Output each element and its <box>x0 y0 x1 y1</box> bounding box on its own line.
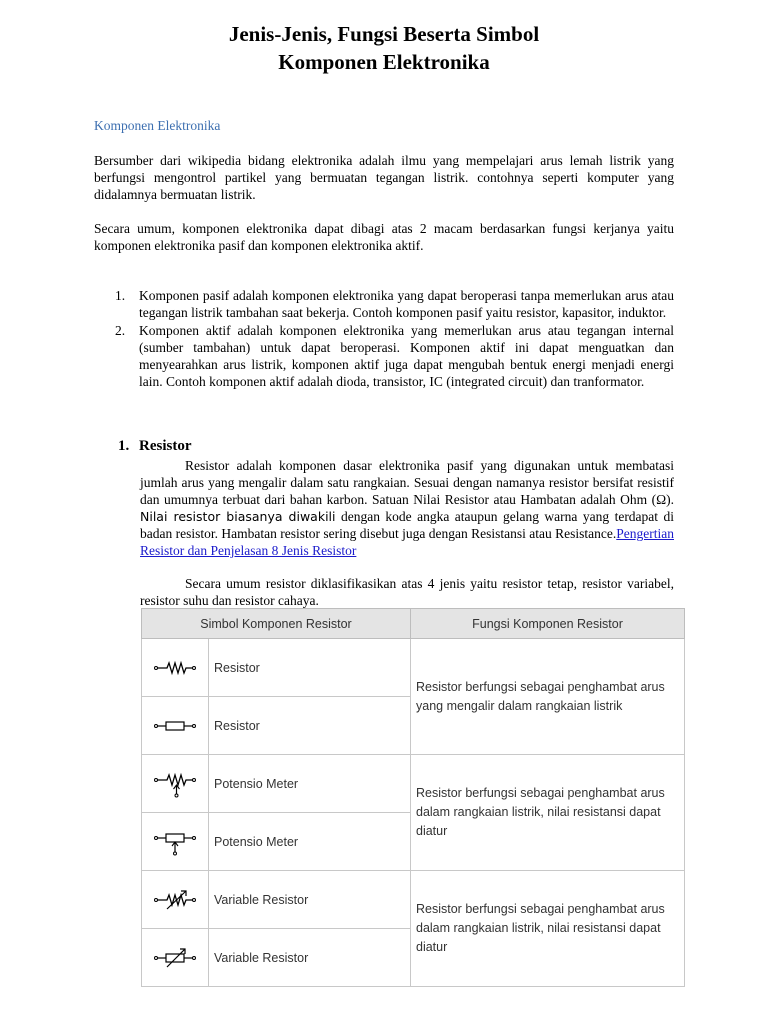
paragraph-1: Bersumber dari wikipedia bidang elektronika adalah ilmu yang mempelajari arus lemah listrik yang berfungsi mengontrol partikel yang bermuatan tegangan listrik. contohnya seperti komputer yang didalamnya bermuatan listrik. <box>94 153 674 202</box>
component-name: Variable Resistor <box>209 929 411 987</box>
title-line-2: Komponen Elektronika <box>278 50 490 74</box>
resistor-zigzag-icon <box>153 658 197 678</box>
header-symbol: Simbol Komponen Resistor <box>142 609 411 639</box>
table-row <box>142 639 685 697</box>
list-item <box>94 287 674 322</box>
function-cell <box>411 755 685 871</box>
heading-number: 1. <box>118 438 130 454</box>
function-line: diatur <box>416 824 448 838</box>
function-line: dalam rangkaian listrik, nilai resistansi dapat <box>416 805 661 819</box>
resistor-box-icon <box>153 716 197 736</box>
resistor-value-text: Nilai resistor biasanya diwakili <box>140 509 336 524</box>
section-subheading: Komponen Elektronika <box>94 118 221 133</box>
table-row <box>142 755 685 813</box>
potentiometer-box-icon <box>153 828 197 856</box>
symbol-cell <box>142 697 209 755</box>
symbol-cell <box>142 639 209 697</box>
function-line: Resistor berfungsi sebagai penghambat arus <box>416 679 665 694</box>
component-name: Potensio Meter <box>209 813 411 871</box>
list-number: 2. <box>115 322 126 338</box>
function-line: Resistor berfungsi sebagai penghambat arus <box>416 786 665 800</box>
component-name: Variable Resistor <box>209 871 411 929</box>
paragraph-2: Secara umum, komponen elektronika dapat dibagi atas 2 macam berdasarkan fungsi kerjanya yaitu komponen elektronika pasif dan komponen elektronika aktif. <box>94 221 674 253</box>
component-name: Resistor <box>209 697 411 755</box>
variable-resistor-box-icon <box>153 946 197 970</box>
list-item-text: Komponen aktif adalah komponen elektronika yang memerlukan arus atau tegangan internal (sumber tambahan) untuk dapat beroperasi. Komponen aktif ini dapat menguatkan dan menyearahkan arus listrik, komponen aktif juga dapat mengubah bentuk energi menjadi energi lain. Contoh komponen aktif adalah dioda, transistor, IC (integrated circuit) dan tranformator. <box>139 322 674 390</box>
function-cell <box>411 639 685 755</box>
table-row <box>142 871 685 929</box>
symbol-cell <box>142 871 209 929</box>
resistor-table <box>141 608 685 987</box>
resistor-article-link[interactable]: Pengertian Resistor dan Penjelasan 8 Jenis Resistor <box>140 526 674 558</box>
list-item-text: Komponen pasif adalah komponen elektronika yang dapat beroperasi tanpa memerlukan arus atau tegangan listrik tambahan saat bekerja. Contoh komponen pasif yaitu resistor, kapasitor, induktor. <box>139 288 674 321</box>
symbol-cell <box>142 755 209 813</box>
function-line: diatur <box>416 940 448 954</box>
component-name: Resistor <box>209 639 411 697</box>
function-line: dalam rangkaian listrik, nilai resistansi dapat <box>416 921 661 935</box>
resistor-paragraph-2: Secara umum resistor diklasifikasikan atas 4 jenis yaitu resistor tetap, resistor variabel, resistor suhu dan resistor cahaya. <box>140 576 674 608</box>
heading-text: Resistor <box>139 438 192 454</box>
component-name: Potensio Meter <box>209 755 411 813</box>
component-type-list <box>94 287 674 391</box>
function-line: Resistor berfungsi sebagai penghambat arus <box>416 902 665 916</box>
resistor-paragraph-1 <box>140 457 674 559</box>
document-title <box>0 20 768 76</box>
variable-resistor-zigzag-icon <box>153 888 197 912</box>
symbol-cell <box>142 929 209 987</box>
header-function: Fungsi Komponen Resistor <box>411 609 685 639</box>
resistor-heading <box>118 438 192 455</box>
symbol-cell <box>142 813 209 871</box>
list-number: 1. <box>115 288 126 303</box>
resistor-resistance-text: dengan kode angka ataupun gelang warna yang terdapat di badan resistor. Hambatan resistor sering disebut juga dengan Resistansi atau Resistance. <box>140 509 675 541</box>
table-header-row <box>142 609 685 639</box>
list-item <box>94 322 674 391</box>
function-cell <box>411 871 685 987</box>
potentiometer-zigzag-icon <box>153 770 197 798</box>
function-line: yang mengalir dalam rangkaian listrik <box>416 698 623 713</box>
resistor-definition-text: Resistor adalah komponen dasar elektronika pasif yang digunakan untuk membatasi jumlah arus yang mengalir dalam satu rangkaian. Sesuai dengan namanya resistor bersifat resistif dan umumnya terbuat dari bahan karbon. Satuan Nilai Resistor atau Hambatan adalah Ohm (Ω). <box>140 458 674 507</box>
title-line-1: Jenis-Jenis, Fungsi Beserta Simbol <box>228 22 540 46</box>
